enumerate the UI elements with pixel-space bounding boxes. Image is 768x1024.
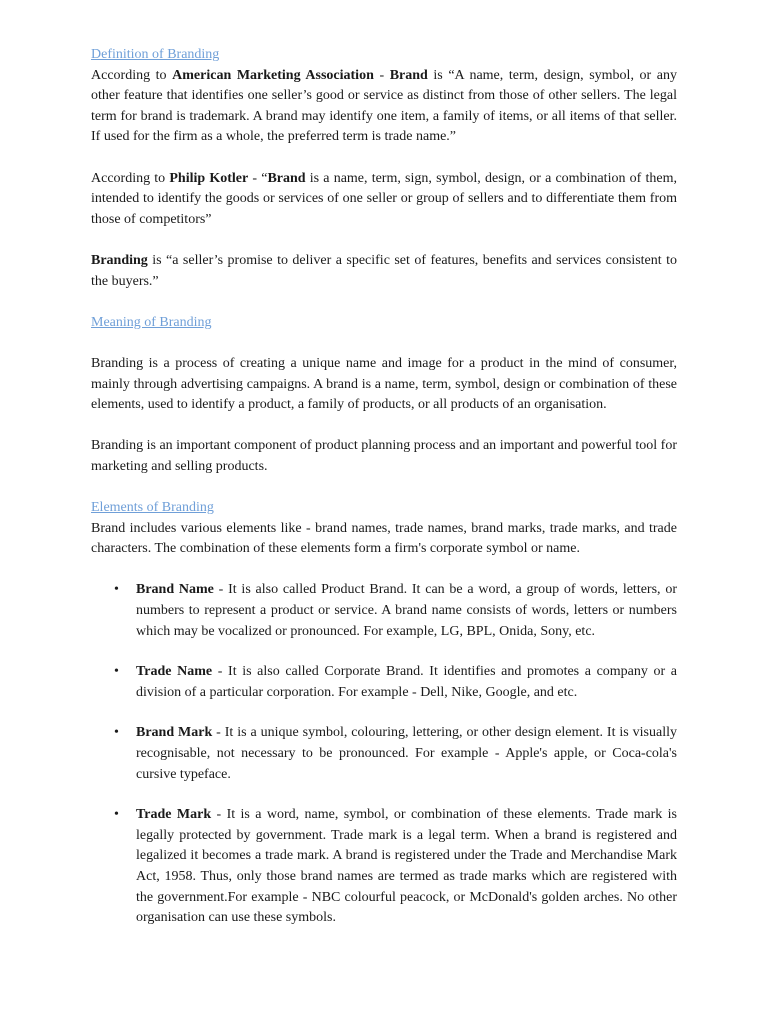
term-trade-mark: Trade Mark	[136, 807, 212, 823]
bullet-icon: •	[114, 807, 119, 823]
term-trade-name: Trade Name	[136, 664, 213, 680]
text-run: According to	[91, 67, 173, 83]
list-item-text: - It is a word, name, symbol, or combination of these elements. Trade mark is legally protected by government. Trade mark is a legal term. When a brand is registered and legalized it becomes a trade mark. A brand is registered under the Trade and Merchandise Mark Act, 1958. Thus, only those brand names are termed as trade marks which are registered with the government.For example - NBC colourful peacock, or McDonald's golden arches. No other organisation can use these symbols.	[136, 807, 677, 926]
elements-list	[91, 580, 677, 928]
list-item-trade-mark	[91, 805, 677, 929]
text-run: is “A name, term, design, symbol, or any other feature that identifies one seller’s good or service as distinct from those of other sellers. The legal term for brand is trademark. A brand may identify one item, a family of items, or all items of that seller. If used for the firm as a whole, the preferred term is trade name.”	[91, 67, 677, 145]
heading-meaning-of-branding: Meaning of Branding	[91, 314, 212, 330]
paragraph-elements-intro: Brand includes various elements like - brand names, trade names, brand marks, trade marks, and trade characters. The combination of these elements form a firm's corporate symbol or name.	[91, 520, 677, 557]
paragraph-kotler-definition	[91, 169, 677, 231]
paragraph-ama-definition	[91, 66, 677, 148]
paragraph-branding-promise	[91, 251, 677, 292]
list-item-text: - It is also called Product Brand. It can be a word, a group of words, letters, or numbers to represent a product or service. A brand name consists of words, letters or numbers which may be vocalized or pronounced. For example, LG, BPL, Onida, Sony, etc.	[136, 582, 677, 639]
list-item-trade-name	[91, 662, 677, 703]
list-item-brand-name	[91, 580, 677, 642]
text-run: is “a seller’s promise to deliver a specific set of features, benefits and services consistent to the buyers.”	[91, 252, 677, 289]
bold-ama: American Marketing Association	[172, 67, 374, 83]
bullet-icon: •	[114, 664, 119, 680]
list-item-text: - It is also called Corporate Brand. It identifies and promotes a company or a division of a particular corporation. For example - Dell, Nike, Google, and etc.	[136, 664, 678, 700]
bold-brand: Brand	[267, 170, 306, 186]
paragraph-meaning-2: Branding is an important component of product planning process and an important and powerful tool for marketing and selling products.	[91, 438, 677, 474]
text-run: According to	[91, 170, 170, 186]
list-item-text: - It is a unique symbol, colouring, lettering, or other design element. It is visually recognisable, not necessary to be pronounced. For example - Apple's apple, or Coca-cola's cursive typeface.	[136, 725, 677, 782]
text-run: -	[373, 67, 390, 83]
bold-branding: Branding	[91, 252, 148, 268]
paragraph-meaning-1: Branding is a process of creating a unique name and image for a product in the mind of consumer, mainly through advertising campaigns. A brand is a name, term, symbol, design or combination of these elements, used to identify a product, a family of products, or all products of an organisation.	[91, 355, 677, 413]
bullet-icon: •	[114, 725, 119, 741]
bold-philip-kotler: Philip Kotler	[169, 170, 249, 186]
text-run: is a name, term, sign, symbol, design, or a combination of them, intended to identify the goods or services of one seller or group of sellers and to differentiate them from those of competitors”	[91, 170, 677, 227]
heading-definition-of-branding: Definition of Branding	[91, 47, 220, 62]
term-brand-mark: Brand Mark	[136, 725, 213, 741]
heading-elements-of-branding: Elements of Branding	[91, 500, 214, 516]
term-brand-name: Brand Name	[136, 582, 214, 598]
bullet-icon: •	[114, 582, 119, 598]
text-run: - “	[248, 170, 268, 186]
list-item-brand-mark	[91, 723, 677, 785]
bold-brand: Brand	[389, 67, 428, 83]
